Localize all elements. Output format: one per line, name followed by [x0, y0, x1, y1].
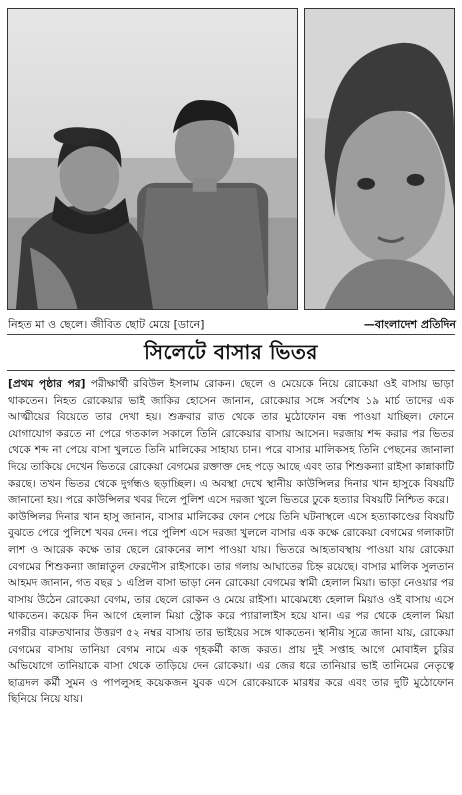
paragraph-2	[8, 509, 454, 708]
paragraph-1	[8, 376, 454, 509]
paragraph-2-text: কাউন্সিলর দিনার খান হাসু জানান, বাসার মালিকের ফোন পেয়ে তিনি ঘটনাস্থলে এসে হত্যাকাণ্ডের বিষয়টি বুঝতে পেরে পুলিশে খবর দেন। পরে পুলিশ এসে দরজা খুললে বাসার এক কক্ষে রোকেয়া বেগমের গলাকাটা লাশ ও আরেক কক্ষে তার ছেলে রোকনের লাশ পাওয়া যায়। ভিতরে আহতাবস্থায় পাওয়া যায় রোকেয়া বেগমের শিশুকন্যা জান্নাতুল ফেরদৌস রাইসাকে। তার গলায় আঘাতের চিহ্ন রয়েছে। বাসার মালিক সুলতান আহমদ জানান, গত বছর ১ এপ্রিল বাসা ভাড়া নেন রোকেয়া বেগমের স্বামী হেলাল মিয়া। ভাড়া নেওয়ার পর বাসায় উঠেন রোকেয়া বেগম, তার ছেলে রোকন ও মেয়ে রাইসা। মাঝেমধ্যে হেলাল মিয়াও ওই বাসায় এসে থাকতেন। কয়েক দিন আগে হেলাল মিয়া স্ট্রোক করে প্যারালাইস হয়ে যান। এর পর থেকে হেলাল মিয়া নগরীর বারুতখানার উত্তরণ ৫২ নম্বর বাসায় তার ভাইয়ের সঙ্গে থাকতেন। স্থানীয় সূত্রে জানা যায়, রোকেয়া বেগমের বাসায় তানিয়া বেগম নামে এক গৃহকর্মী কাজ করত। প্রায় দুই সপ্তাহ আগে মোবাইল চুরির অভিযোগে তানিয়াকে বাসা থেকে তাড়িয়ে দেন রোকেয়া। এর জের ধরে তানিয়ার ভাই তানিমের নেতৃত্বে ছাত্রদল কর্মী সুমন ও পাপলুসহ কয়েকজন যুবক এসে রোকেয়াকে মারধর করে এবং তার দুটি মুঠোফোন ছিনিয়ে নিয়ে যায়।	[8, 510, 454, 706]
article-body	[8, 376, 454, 708]
paragraph-1-text: পরীক্ষার্থী রবিউল ইসলাম রোকন। ছেলে ও মেয়েকে নিয়ে রোকেয়া ওই বাসায় ভাড়া থাকতেন। নিহত রোকেয়ার ভাই জাকির হোসেন জানান, রোকেয়ার সঙ্গে সর্বশেষ ১৯ মার্চ তাদের এক আত্মীয়ের বিয়েতে তার দেখা হয়। শুক্রবার রাত থেকে তার মুঠোফোন বন্ধ পাওয়া যাচ্ছিল। ফোনে যোগাযোগ করতে না পেরে গতকাল সকালে তিনি রোকেয়ার বাসায় আসেন। দরজায় শব্দ করার পর ভিতর থেকে শব্দ না পেয়ে বাসা খুলতে তিনি মালিকের সাহায্য চান। পরে বাসার মালিকসহ তিনি পেছনের জানালা দিয়ে তাকিয়ে দেখেন ভিতরে রোকেয়া বেগমের রক্তাক্ত দেহ পড়ে আছে এবং তার শিশুকন্যা রাইসা কান্নাকাটি করছে। তখন ভিতর থেকে দুর্গন্ধও ছড়াচ্ছিল। এ অবস্থা দেখে স্থানীয় কাউন্সিলর দিনার খান হাসুকে বিষয়টি জানানো হয়। পরে কাউন্সিলর খবর দিলে পুলিশ এসে দরজা খুলে ভিতরে ঢুকে হত্যার বিষয়টি নিশ্চিত করে।	[8, 378, 454, 507]
photo-surviving-daughter	[304, 8, 455, 310]
continuation-tag: [প্রথম পৃষ্ঠার পর]	[8, 378, 86, 390]
photo-mother-and-son	[7, 8, 298, 310]
photo-mother-and-son-image	[8, 9, 297, 309]
photo-surviving-daughter-image	[305, 9, 454, 309]
caption-credit: —বাংলাদেশ প্রতিদিন	[363, 318, 456, 331]
divider-under-headline	[7, 370, 455, 371]
divider-top	[7, 334, 455, 335]
caption-left: নিহত মা ও ছেলে। জীবিত ছোট মেয়ে [ডানে]	[8, 318, 205, 331]
photo-area	[7, 8, 455, 310]
headline: সিলেটে বাসার ভিতর	[144, 340, 318, 364]
photo-captions	[8, 316, 456, 332]
